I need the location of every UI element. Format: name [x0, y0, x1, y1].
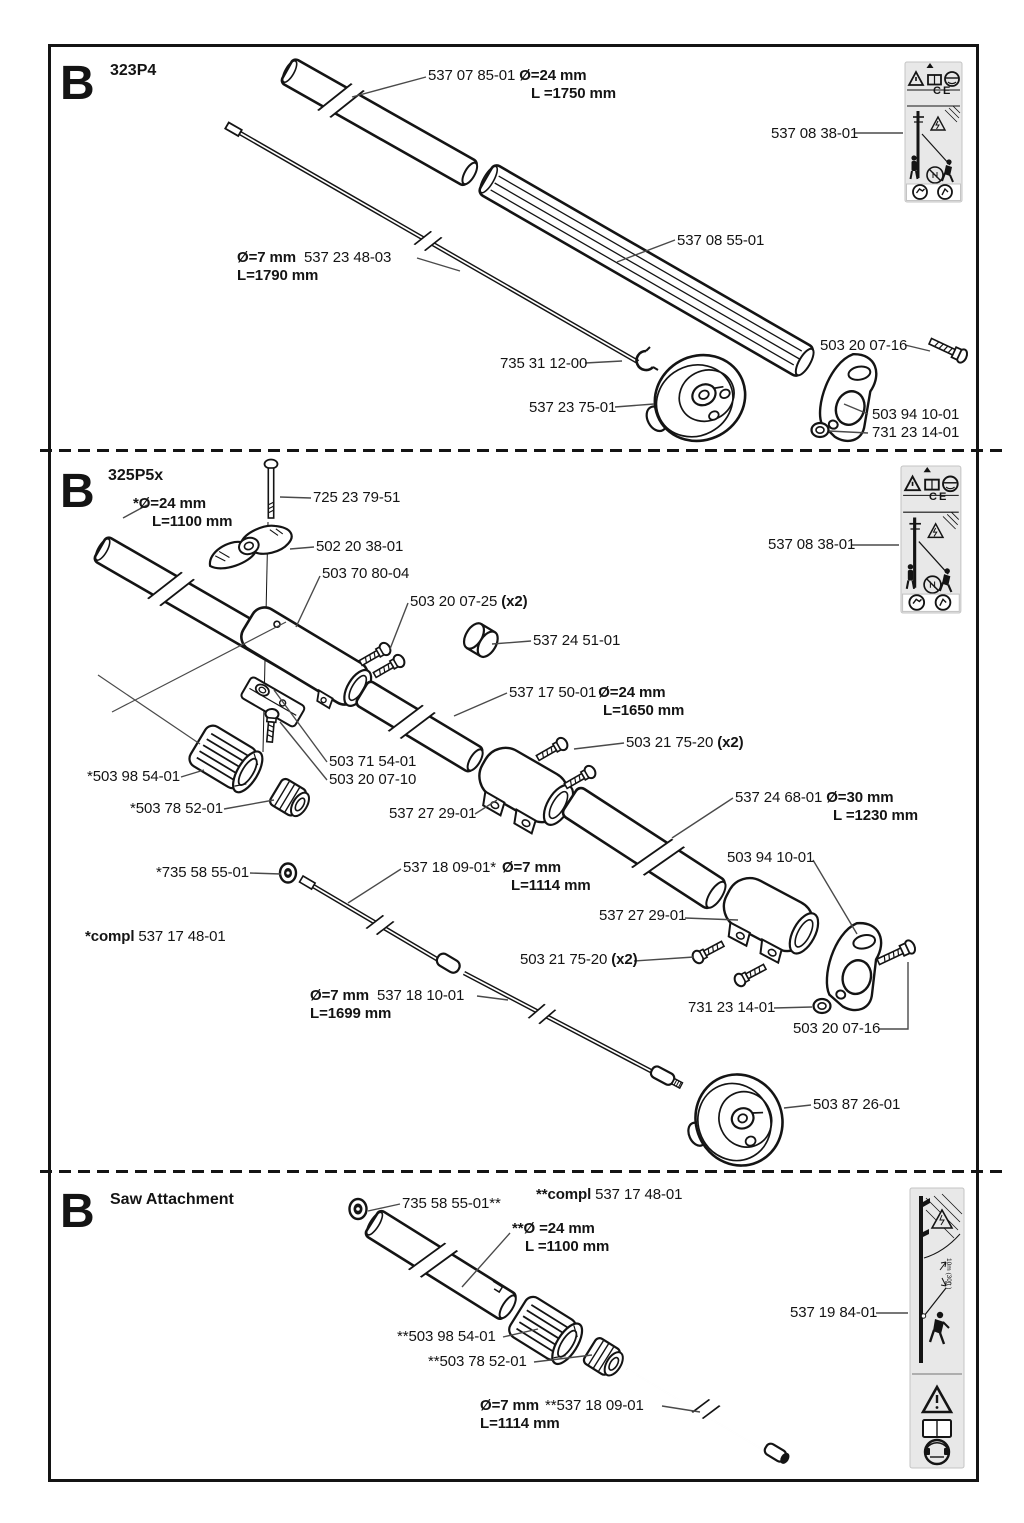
- section3-model: Saw Attachment: [110, 1191, 234, 1208]
- decal-distance-text: 10m (30ft ): [945, 1258, 952, 1290]
- label-bushing: [130, 800, 223, 818]
- part-number: 537 17 50-01: [509, 684, 597, 701]
- part-qty: (x2): [501, 593, 528, 610]
- clamp2-screw1-drawing: [691, 938, 726, 965]
- c-clip-drawing: [637, 347, 658, 370]
- label-middle-tube: [509, 684, 684, 720]
- washer3-drawing: [350, 1199, 367, 1219]
- label-drive-tube: [428, 67, 616, 103]
- part-number: 503 21 75-20: [520, 951, 608, 968]
- part-number: *503 78 52-01: [130, 800, 223, 817]
- bushing-drawing: [268, 777, 313, 821]
- part-dimension: Ø=30 mm: [826, 789, 894, 806]
- part-number: *735 58 55-01: [156, 864, 249, 881]
- flex-shaft3-drawing: [627, 1369, 791, 1466]
- label-flex-shaft3: [480, 1397, 644, 1433]
- part-dimension: L =1230 mm: [833, 807, 919, 824]
- label-bracket-nut: [872, 424, 959, 442]
- label-compl-s2: [85, 928, 226, 946]
- part-qty: (x2): [717, 734, 744, 751]
- part-dimension: L=1114 mm: [511, 877, 591, 894]
- part-number: 537 17 48-01: [595, 1186, 683, 1203]
- lower-tube-drawing: [557, 781, 733, 918]
- label-lower-tube: [735, 789, 918, 825]
- label-fluted-tube: [677, 232, 764, 250]
- part-number: 537 08 38-01: [771, 125, 859, 142]
- part-number: **537 18 09-01: [545, 1397, 644, 1414]
- part-dimension: L=1699 mm: [310, 1005, 392, 1022]
- part-number: 503 94 10-01: [727, 849, 815, 866]
- part-number: 503 20 07-10: [329, 771, 417, 788]
- label-decal1: [771, 125, 858, 143]
- part-number: 537 27 29-01: [599, 907, 687, 924]
- ce-mark-1: CE: [933, 85, 953, 97]
- part-number: 537 19 84-01: [790, 1304, 878, 1321]
- label-nut2: [688, 999, 775, 1017]
- part-number: 502 20 38-01: [316, 538, 404, 555]
- part-dimension: L=1100 mm: [152, 513, 233, 530]
- part-dimension: L=1790 mm: [237, 267, 319, 284]
- saw-tube-drawing: [360, 1203, 523, 1327]
- strainer-drawing: [186, 722, 268, 796]
- label-clamp2: [599, 907, 686, 925]
- part-number: 537 07 85-01: [428, 67, 516, 84]
- part-number: 537 08 38-01: [768, 536, 856, 553]
- label-clamp1: [389, 805, 476, 823]
- bracket-bolt-drawing: [927, 335, 969, 364]
- ce-mark-2: CE: [929, 491, 949, 503]
- part-number: 537 17 48-01: [138, 928, 226, 945]
- label-flex-shaft2-s2: [310, 987, 464, 1023]
- label-compl-s3: [536, 1186, 682, 1204]
- part-dimension: Ø=7 mm: [501, 859, 561, 876]
- clamp2-drawing: [710, 870, 826, 972]
- bracket2-nut-drawing: [814, 999, 831, 1013]
- part-dimension: L =1750 mm: [531, 85, 617, 102]
- label-washer2: [156, 864, 249, 882]
- clutch-drum-drawing: [630, 339, 760, 462]
- label-plate-screw: [329, 753, 416, 771]
- part-number: 731 23 14-01: [688, 999, 776, 1016]
- part-dimension: Ø=7 mm: [480, 1397, 540, 1414]
- label-coupler: [322, 565, 409, 583]
- part-number: 503 71 54-01: [329, 753, 417, 770]
- bracket2-drawing: [819, 917, 889, 1014]
- clamp2-screw2-drawing: [733, 961, 768, 988]
- label-bracket2: [727, 849, 814, 867]
- flex-shaft2-drawing: [464, 973, 684, 1091]
- label-clamp1-screws: [626, 734, 744, 752]
- label-clutch-drum: [529, 399, 616, 417]
- part-number: 735 58 55-01**: [402, 1195, 501, 1212]
- warning-decal-3: [910, 1188, 964, 1468]
- warning-decal-1: [905, 62, 962, 202]
- part-number: **503 98 54-01: [397, 1328, 496, 1345]
- bushing3-drawing: [582, 1336, 628, 1380]
- part-dimension: L =1100 mm: [525, 1238, 610, 1255]
- label-c-clip: [500, 355, 587, 373]
- part-number: 503 20 07-16: [793, 1020, 881, 1037]
- label-locking-bolt: [313, 489, 400, 507]
- bracket-nut-drawing: [812, 423, 829, 437]
- label-decal2: [768, 536, 855, 554]
- label-coupler-screws: [410, 593, 528, 611]
- part-number: 537 23 75-01: [529, 399, 617, 416]
- label-clamp2-screws: [520, 951, 638, 969]
- label-saw-tube-dim: [512, 1220, 609, 1256]
- part-dimension: Ø=7 mm: [237, 249, 297, 266]
- label-drum2: [813, 1096, 900, 1114]
- part-dimension: Ø=7 mm: [310, 987, 370, 1004]
- label-washer3: [402, 1195, 501, 1213]
- clutch-drum2-drawing: [673, 1060, 797, 1183]
- label-strainer: [87, 768, 180, 786]
- section2-model: 325P5x: [108, 467, 164, 484]
- part-number: 503 20 07-25: [410, 593, 498, 610]
- label-plate-bolt: [329, 771, 416, 789]
- label-bolt2: [793, 1020, 880, 1038]
- part-dimension: *Ø=24 mm: [133, 495, 206, 512]
- part-number: 725 23 79-51: [313, 489, 401, 506]
- washer-drawing: [280, 864, 296, 883]
- label-strainer3: [397, 1328, 496, 1346]
- section1-model: 323P4: [110, 62, 157, 79]
- ring-drawing: [460, 620, 502, 660]
- part-number: 731 23 14-01: [872, 424, 960, 441]
- label-ring: [533, 632, 620, 650]
- label-upper-tube-dim: [133, 495, 232, 531]
- part-number: 503 87 26-01: [813, 1096, 901, 1113]
- part-dimension: **Ø =24 mm: [512, 1220, 595, 1237]
- part-number: 537 18 10-01: [377, 987, 465, 1004]
- section3-letter: B: [60, 1185, 94, 1238]
- part-dimension: Ø=24 mm: [598, 684, 666, 701]
- label-flex-shaft1-s2: [403, 859, 591, 895]
- fluted-tube-drawing: [476, 162, 818, 379]
- plate-screw-drawing: [263, 708, 279, 742]
- part-number: *503 98 54-01: [87, 768, 180, 785]
- part-number: 503 94 10-01: [872, 406, 960, 423]
- label-bracket: [872, 406, 959, 424]
- part-dimension: Ø=24 mm: [519, 67, 587, 84]
- part-number: 537 08 55-01: [677, 232, 765, 249]
- part-number: 735 31 12-00: [500, 355, 588, 372]
- part-number: 537 27 29-01: [389, 805, 477, 822]
- label-bracket-bolt: [820, 337, 907, 355]
- part-number: 537 24 51-01: [533, 632, 621, 649]
- part-number: 537 24 68-01: [735, 789, 823, 806]
- clamp1-screw1-drawing: [535, 736, 570, 764]
- label-decal3: [790, 1304, 877, 1322]
- section1-letter: B: [60, 57, 94, 110]
- part-number: 503 21 75-20: [626, 734, 714, 751]
- section2-letter: B: [60, 465, 94, 518]
- part-dimension: L=1650 mm: [603, 702, 685, 719]
- warning-decal-2: [901, 466, 961, 613]
- compl-prefix: **compl: [536, 1186, 592, 1203]
- part-number: 503 20 07-16: [820, 337, 908, 354]
- part-number: **503 78 52-01: [428, 1353, 527, 1370]
- part-number: 503 70 80-04: [322, 565, 410, 582]
- part-number: 537 18 09-01*: [403, 859, 496, 876]
- label-bushing3: [428, 1353, 527, 1371]
- compl-prefix: *compl: [85, 928, 135, 945]
- part-qty: (x2): [611, 951, 638, 968]
- part-number: 537 23 48-03: [304, 249, 392, 266]
- label-flex-shaft1: [237, 249, 391, 285]
- part-dimension: L=1114 mm: [480, 1415, 560, 1432]
- label-wing-nut: [316, 538, 403, 556]
